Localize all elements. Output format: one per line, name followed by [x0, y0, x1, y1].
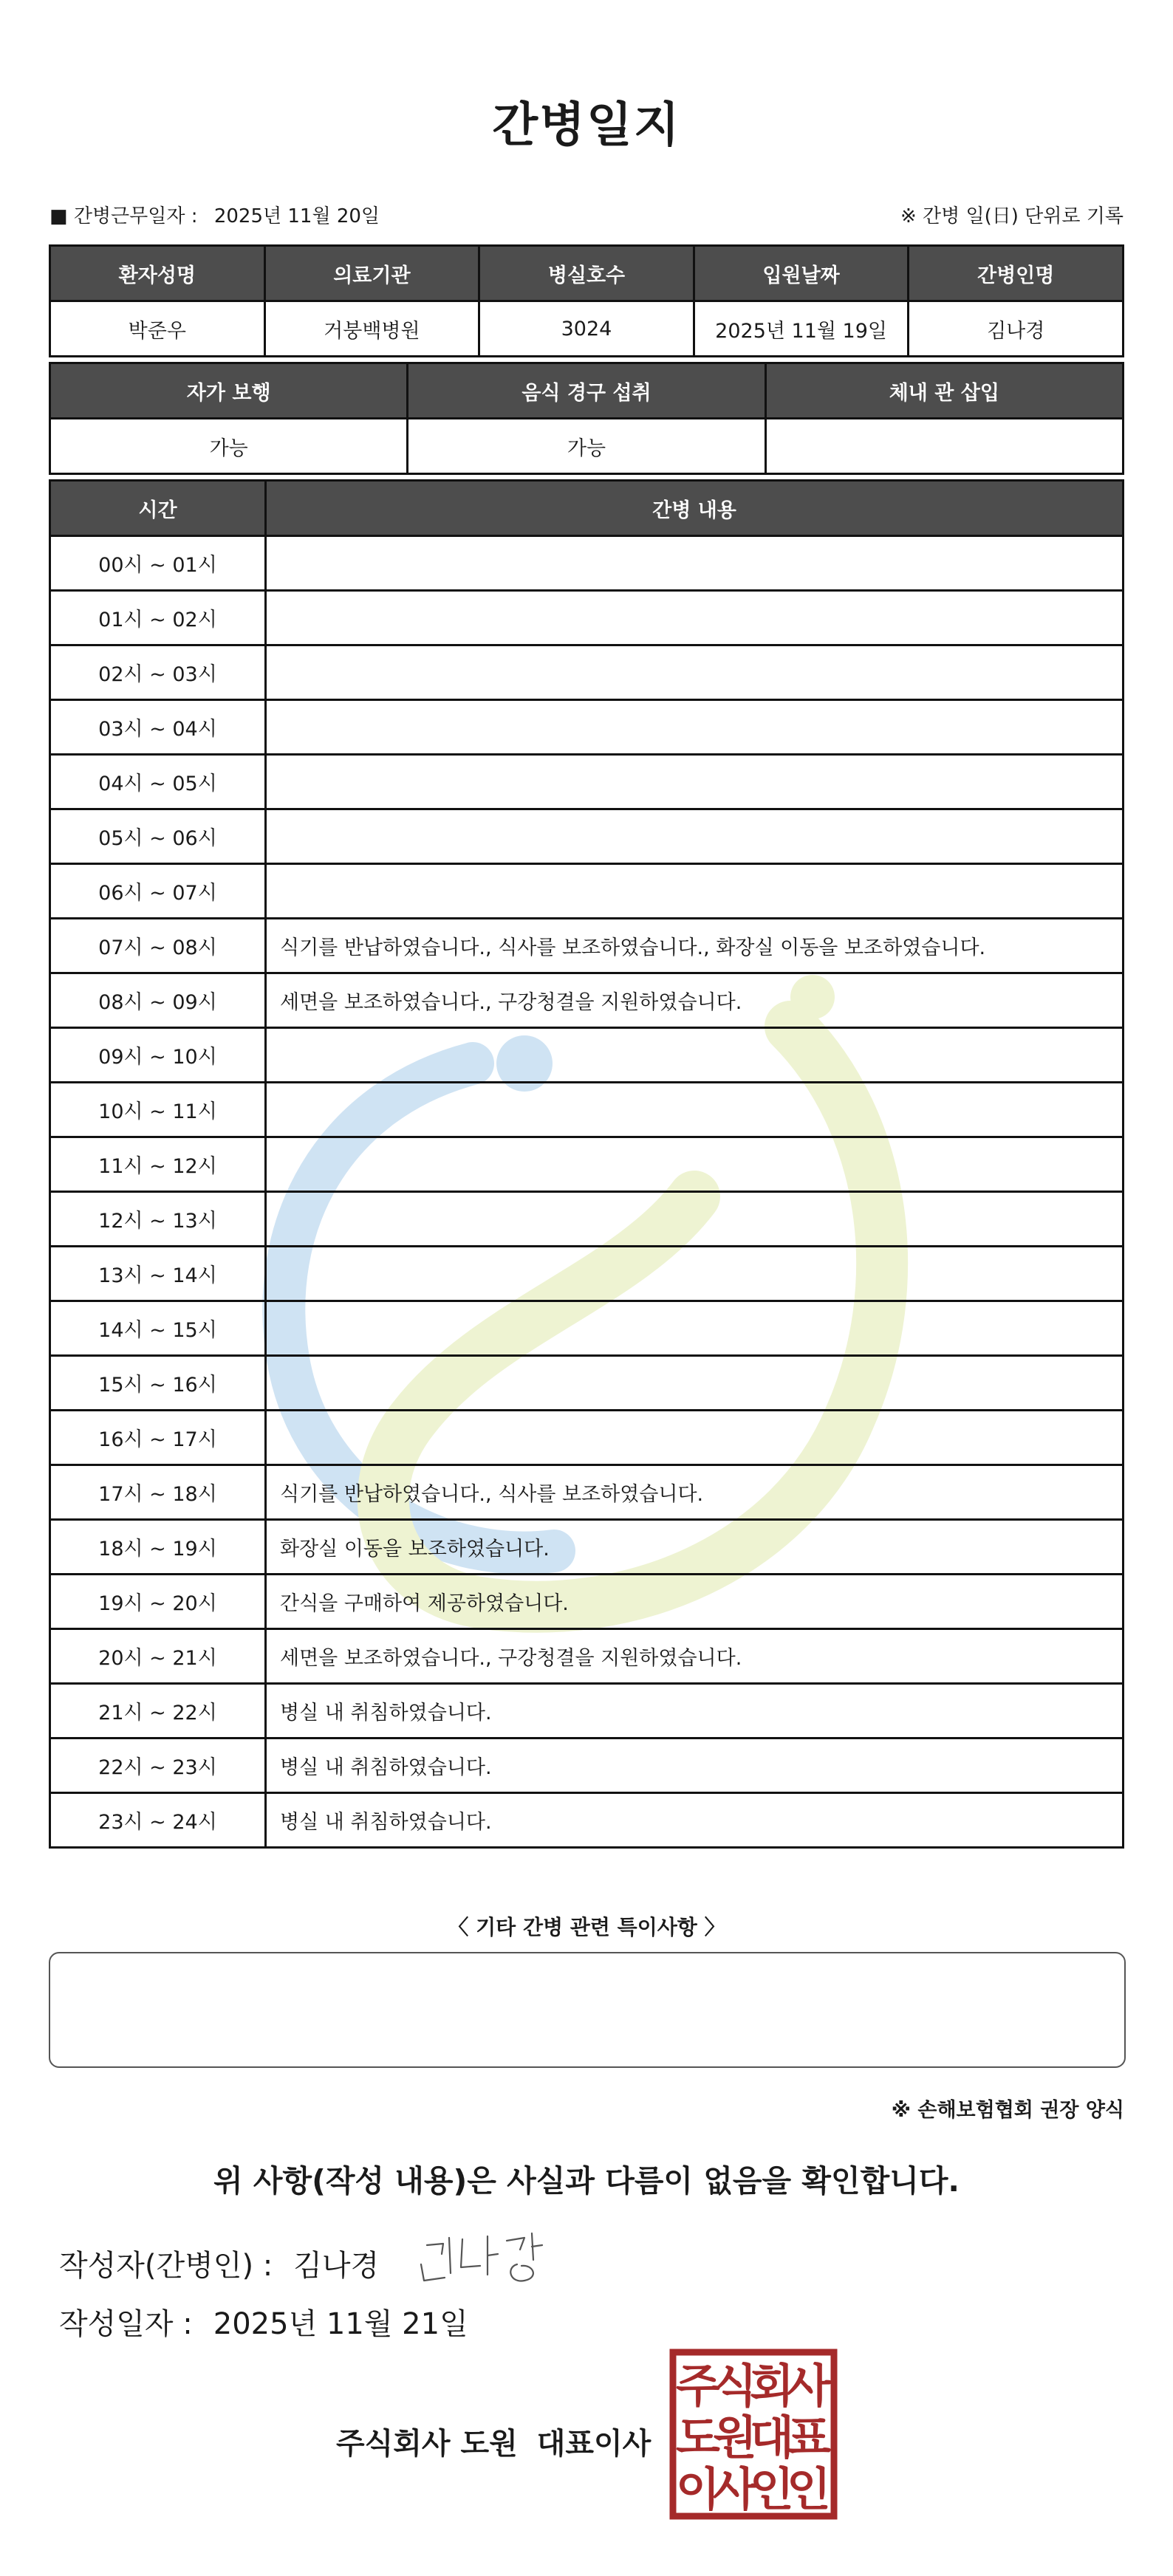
company-line [336, 2420, 651, 2462]
care-content-cell: 식기를 반납하였습니다., 식사를 보조하였습니다. [266, 1465, 1124, 1520]
caregiver-name: 김나경 [909, 301, 1124, 357]
table-row [50, 1520, 1124, 1575]
room-number: 3024 [479, 301, 694, 357]
table-row [50, 536, 1124, 591]
writer-line [59, 2242, 379, 2284]
time-cell: 08시 ~ 09시 [50, 973, 266, 1028]
table-row [50, 591, 1124, 645]
work-date-label: ■ 간병근무일자 : [49, 205, 198, 227]
time-cell: 00시 ~ 01시 [50, 536, 266, 591]
hospital: 거붕백병원 [264, 301, 479, 357]
care-content-cell [266, 1137, 1124, 1192]
care-content-cell [266, 864, 1124, 919]
table-row [50, 1301, 1124, 1356]
company-name: 주식회사 도원 [336, 2427, 518, 2461]
header-tube: 체내 관 삽입 [765, 363, 1123, 419]
care-content-cell [266, 1247, 1124, 1301]
time-cell: 21시 ~ 22시 [50, 1684, 266, 1739]
table-row [50, 1411, 1124, 1465]
table-row [50, 1137, 1124, 1192]
work-date-line [49, 201, 380, 228]
remarks-box [49, 1952, 1126, 2068]
svg-text:도: 도 [676, 2411, 720, 2464]
time-cell: 02시 ~ 03시 [50, 645, 266, 700]
care-content-cell [266, 591, 1124, 645]
admission-date: 2025년 11월 19일 [694, 301, 909, 357]
svg-text:대: 대 [750, 2411, 794, 2464]
time-cell: 10시 ~ 11시 [50, 1083, 266, 1137]
unit-note: ※ 간병 일(日) 단위로 기록 [900, 205, 1124, 227]
writer-name: 김나경 [293, 2249, 380, 2283]
time-cell: 20시 ~ 21시 [50, 1629, 266, 1684]
time-cell: 14시 ~ 15시 [50, 1301, 266, 1356]
header-room: 병실호수 [479, 246, 694, 301]
time-cell: 13시 ~ 14시 [50, 1247, 266, 1301]
svg-text:사: 사 [713, 2462, 757, 2516]
writer-label: 작성자(간병인) : [59, 2249, 273, 2283]
time-cell: 23시 ~ 24시 [50, 1793, 266, 1848]
work-date-value: 2025년 11월 20일 [213, 205, 380, 227]
handwritten-signature [414, 2223, 554, 2289]
time-cell: 01시 ~ 02시 [50, 591, 266, 645]
care-content-cell [266, 700, 1124, 755]
care-content-cell [266, 1083, 1124, 1137]
table-row [50, 1739, 1124, 1793]
tube-value [765, 419, 1123, 474]
table-row [50, 1629, 1124, 1684]
time-cell: 19시 ~ 20시 [50, 1575, 266, 1629]
care-content-cell: 병실 내 취침하였습니다. [266, 1739, 1124, 1793]
svg-text:주: 주 [676, 2359, 720, 2413]
walking-value: 가능 [50, 419, 408, 474]
time-cell: 16시 ~ 17시 [50, 1411, 266, 1465]
time-cell: 03시 ~ 04시 [50, 700, 266, 755]
table-row [50, 1465, 1124, 1520]
svg-text:인: 인 [787, 2462, 831, 2516]
table-row [50, 1684, 1124, 1739]
time-cell: 05시 ~ 06시 [50, 809, 266, 864]
care-content-cell: 화장실 이동을 보조하였습니다. [266, 1520, 1124, 1575]
header-hospital: 의료기관 [264, 246, 479, 301]
svg-text:사: 사 [787, 2359, 831, 2413]
svg-text:원: 원 [713, 2411, 757, 2464]
header-care-content: 간병 내용 [266, 481, 1124, 536]
svg-text:인: 인 [750, 2462, 794, 2516]
care-content-cell: 식기를 반납하였습니다., 식사를 보조하였습니다., 화장실 이동을 보조하였습니다. [266, 919, 1124, 973]
svg-text:식: 식 [713, 2359, 757, 2413]
care-content-cell [266, 1411, 1124, 1465]
table-row [50, 700, 1124, 755]
confirmation-statement: 위 사항(작성 내용)은 사실과 다름이 없음을 확인합니다. [213, 2163, 960, 2199]
time-cell: 04시 ~ 05시 [50, 755, 266, 809]
care-content-cell [266, 809, 1124, 864]
table-row [50, 1575, 1124, 1629]
oral-intake-value: 가능 [408, 419, 765, 474]
table-row [50, 1793, 1124, 1848]
table-row [50, 1247, 1124, 1301]
time-cell: 15시 ~ 16시 [50, 1356, 266, 1411]
table-row [50, 864, 1124, 919]
care-content-cell [266, 1356, 1124, 1411]
patient-name: 박준우 [50, 301, 265, 357]
header-oral-intake: 음식 경구 섭취 [408, 363, 765, 419]
care-content-cell [266, 1192, 1124, 1247]
written-date-label: 작성일자 : [59, 2307, 193, 2341]
time-cell: 12시 ~ 13시 [50, 1192, 266, 1247]
table-row [50, 1356, 1124, 1411]
care-content-cell: 병실 내 취침하였습니다. [266, 1793, 1124, 1848]
table-row [50, 1192, 1124, 1247]
time-cell: 06시 ~ 07시 [50, 864, 266, 919]
time-cell: 18시 ~ 19시 [50, 1520, 266, 1575]
form-note: ※ 손해보험협회 권장 양식 [891, 2099, 1124, 2122]
care-content-cell: 세면을 보조하였습니다., 구강청결을 지원하였습니다. [266, 1629, 1124, 1684]
condition-table [49, 362, 1124, 475]
patient-info-table [49, 244, 1124, 357]
company-ceo-title: 대표이사 [536, 2427, 652, 2461]
svg-text:표: 표 [787, 2411, 831, 2464]
header-time: 시간 [50, 481, 266, 536]
care-content-cell: 간식을 구매하여 제공하였습니다. [266, 1575, 1124, 1629]
care-content-cell [266, 645, 1124, 700]
written-date-line [59, 2301, 468, 2343]
care-log-table [49, 479, 1124, 1849]
svg-text:이: 이 [676, 2462, 720, 2516]
svg-text:회: 회 [750, 2359, 794, 2413]
care-content-cell [266, 1301, 1124, 1356]
time-cell: 22시 ~ 23시 [50, 1739, 266, 1793]
table-row [50, 973, 1124, 1028]
header-walking: 자가 보행 [50, 363, 408, 419]
care-content-cell [266, 755, 1124, 809]
table-row [50, 1028, 1124, 1083]
page-title: 간병일지 [492, 98, 681, 153]
care-content-cell: 병실 내 취침하였습니다. [266, 1684, 1124, 1739]
written-date-value: 2025년 11월 21일 [213, 2307, 468, 2341]
care-content-cell [266, 1028, 1124, 1083]
time-cell: 09시 ~ 10시 [50, 1028, 266, 1083]
header-admission-date: 입원날짜 [694, 246, 909, 301]
table-row [50, 1083, 1124, 1137]
care-content-cell: 세면을 보조하였습니다., 구강청결을 지원하였습니다. [266, 973, 1124, 1028]
table-row [50, 755, 1124, 809]
header-patient-name: 환자성명 [50, 246, 265, 301]
table-row [50, 809, 1124, 864]
time-cell: 17시 ~ 18시 [50, 1465, 266, 1520]
care-content-cell [266, 536, 1124, 591]
time-cell: 07시 ~ 08시 [50, 919, 266, 973]
company-seal [669, 2349, 838, 2520]
table-row [50, 645, 1124, 700]
header-caregiver-name: 간병인명 [909, 246, 1124, 301]
time-cell: 11시 ~ 12시 [50, 1137, 266, 1192]
table-row [50, 919, 1124, 973]
remarks-title: 〈 기타 간병 관련 특이사항 〉 [448, 1915, 725, 1939]
